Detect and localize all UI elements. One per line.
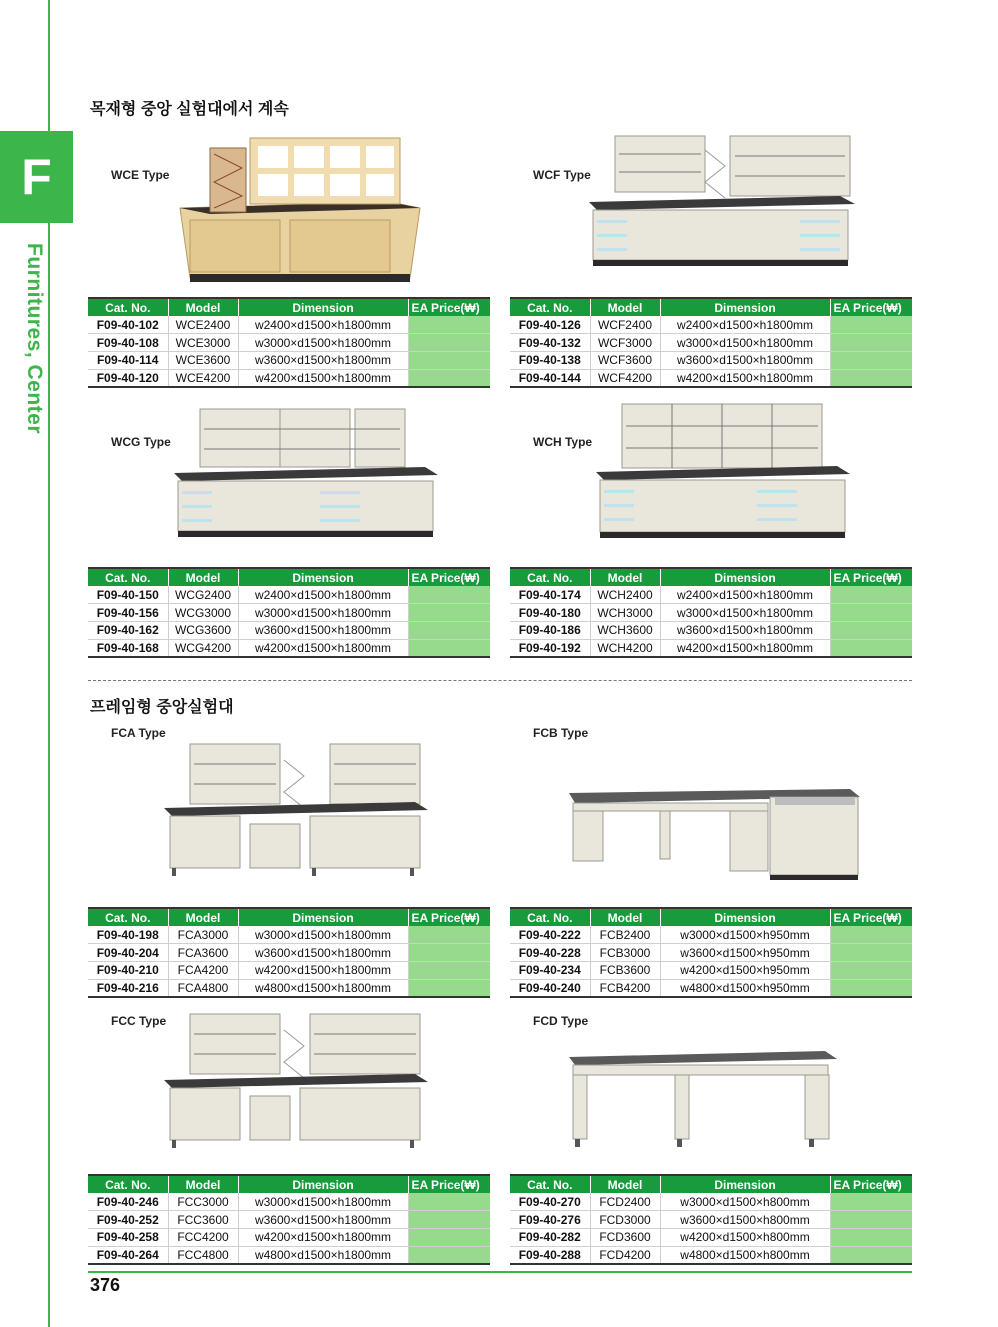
price-cell	[408, 334, 490, 352]
dimension: w3000×d1500×h1800mm	[238, 604, 408, 622]
type-label-fca: FCA Type	[111, 726, 166, 740]
cat-no: F09-40-150	[88, 586, 168, 604]
dimension: w4200×d1500×h1800mm	[660, 639, 830, 657]
spec-table-fcd	[510, 1174, 912, 1265]
model: WCF3000	[590, 334, 660, 352]
header-dimension: Dimension	[238, 908, 408, 926]
model: FCB3000	[590, 944, 660, 962]
price-cell	[408, 586, 490, 604]
cat-no: F09-40-114	[88, 352, 168, 370]
cat-no: F09-40-168	[88, 639, 168, 657]
cat-no: F09-40-174	[510, 586, 590, 604]
price-cell	[830, 1193, 912, 1211]
header-model: Model	[168, 908, 238, 926]
spec-table-wce	[88, 297, 490, 388]
dimension: w3600×d1500×h1800mm	[238, 1211, 408, 1229]
model: WCH3000	[590, 604, 660, 622]
dimension: w3000×d1500×h1800mm	[238, 1193, 408, 1211]
cat-no: F09-40-180	[510, 604, 590, 622]
model: WCF2400	[590, 316, 660, 334]
cat-no: F09-40-108	[88, 334, 168, 352]
header-model: Model	[590, 908, 660, 926]
price-cell	[830, 944, 912, 962]
cat-no: F09-40-282	[510, 1229, 590, 1247]
cat-no: F09-40-246	[88, 1193, 168, 1211]
table-row	[88, 1246, 490, 1264]
table-row	[510, 639, 912, 657]
table-row	[510, 926, 912, 944]
model: FCD3000	[590, 1211, 660, 1229]
model: FCB3600	[590, 962, 660, 980]
dimension: w3600×d1500×h1800mm	[238, 944, 408, 962]
table-row	[88, 1211, 490, 1229]
header-price: EA Price(₩)	[830, 1175, 912, 1193]
price-cell	[830, 962, 912, 980]
type-label-fcb: FCB Type	[533, 726, 589, 740]
cat-no: F09-40-216	[88, 979, 168, 997]
table-row	[510, 1229, 912, 1247]
cat-no: F09-40-156	[88, 604, 168, 622]
header-cat-no: Cat. No.	[88, 298, 168, 316]
price-cell	[408, 352, 490, 370]
cat-no: F09-40-252	[88, 1211, 168, 1229]
header-cat-no: Cat. No.	[88, 1175, 168, 1193]
header-price: EA Price(₩)	[830, 908, 912, 926]
dimension: w3600×d1500×h1800mm	[660, 622, 830, 640]
table-row	[510, 369, 912, 387]
price-cell	[830, 369, 912, 387]
price-cell	[408, 604, 490, 622]
price-cell	[830, 926, 912, 944]
cat-no: F09-40-198	[88, 926, 168, 944]
table-row	[88, 334, 490, 352]
table-row	[88, 586, 490, 604]
price-cell	[408, 622, 490, 640]
dimension: w3600×d1500×h1800mm	[238, 622, 408, 640]
dimension: w3000×d1500×h800mm	[660, 1193, 830, 1211]
model: WCH3600	[590, 622, 660, 640]
price-cell	[830, 334, 912, 352]
header-cat-no: Cat. No.	[88, 908, 168, 926]
dimension: w4800×d1500×h1800mm	[238, 1246, 408, 1264]
cat-no: F09-40-234	[510, 962, 590, 980]
model: WCH2400	[590, 586, 660, 604]
type-label-wcf: WCF Type	[533, 168, 591, 182]
header-model: Model	[590, 298, 660, 316]
price-cell	[830, 622, 912, 640]
type-label-wch: WCH Type	[533, 435, 593, 449]
header-dimension: Dimension	[238, 568, 408, 586]
dimension: w3600×d1500×h800mm	[660, 1211, 830, 1229]
table-row	[510, 1246, 912, 1264]
table-row	[88, 1229, 490, 1247]
table-row	[88, 962, 490, 980]
dimension: w2400×d1500×h1800mm	[238, 316, 408, 334]
header-dimension: Dimension	[660, 298, 830, 316]
price-cell	[408, 639, 490, 657]
model: WCE3000	[168, 334, 238, 352]
model: FCA4200	[168, 962, 238, 980]
price-cell	[408, 944, 490, 962]
table-row	[88, 1193, 490, 1211]
spec-table-wcg	[88, 567, 490, 658]
cat-no: F09-40-144	[510, 369, 590, 387]
dimension: w2400×d1500×h1800mm	[660, 586, 830, 604]
header-model: Model	[168, 298, 238, 316]
price-cell	[408, 1211, 490, 1229]
header-model: Model	[168, 568, 238, 586]
category-letter: F	[21, 149, 52, 205]
product-photo-fcc	[160, 1010, 435, 1160]
header-dimension: Dimension	[660, 908, 830, 926]
header-model: Model	[168, 1175, 238, 1193]
table-row	[510, 979, 912, 997]
cat-no: F09-40-222	[510, 926, 590, 944]
cat-no: F09-40-132	[510, 334, 590, 352]
header-dimension: Dimension	[238, 1175, 408, 1193]
price-cell	[408, 1246, 490, 1264]
cat-no: F09-40-126	[510, 316, 590, 334]
spec-table-fcc	[88, 1174, 490, 1265]
spec-table-wch	[510, 567, 912, 658]
dimension: w4200×d1500×h1800mm	[238, 962, 408, 980]
model: WCH4200	[590, 639, 660, 657]
product-photo-wch	[592, 400, 852, 560]
dimension: w4800×d1500×h800mm	[660, 1246, 830, 1264]
price-cell	[408, 962, 490, 980]
price-cell	[830, 639, 912, 657]
product-photo-wcf	[585, 130, 860, 280]
table-row	[510, 962, 912, 980]
type-label-fcc: FCC Type	[111, 1014, 167, 1028]
cat-no: F09-40-120	[88, 369, 168, 387]
dimension: w4800×d1500×h950mm	[660, 979, 830, 997]
product-photo-fcb	[565, 775, 865, 885]
model: FCD4200	[590, 1246, 660, 1264]
category-vertical-label: Furnitures, Center	[23, 243, 46, 435]
model: WCG2400	[168, 586, 238, 604]
dimension: w4200×d1500×h1800mm	[238, 639, 408, 657]
price-cell	[408, 1193, 490, 1211]
header-model: Model	[590, 568, 660, 586]
price-cell	[830, 352, 912, 370]
cat-no: F09-40-162	[88, 622, 168, 640]
table-row	[88, 316, 490, 334]
header-dimension: Dimension	[238, 298, 408, 316]
dimension: w3000×d1500×h950mm	[660, 926, 830, 944]
table-row	[88, 979, 490, 997]
header-dimension: Dimension	[660, 1175, 830, 1193]
spec-table-fca	[88, 907, 490, 998]
table-row	[510, 622, 912, 640]
product-photo-fca	[160, 740, 435, 890]
cat-no: F09-40-240	[510, 979, 590, 997]
model: WCG4200	[168, 639, 238, 657]
model: WCG3000	[168, 604, 238, 622]
type-label-wcg: WCG Type	[111, 435, 171, 449]
model: FCC4800	[168, 1246, 238, 1264]
header-price: EA Price(₩)	[408, 298, 490, 316]
model: FCA4800	[168, 979, 238, 997]
dimension: w4200×d1500×h800mm	[660, 1229, 830, 1247]
table-row	[510, 586, 912, 604]
price-cell	[830, 1229, 912, 1247]
dimension: w3000×d1500×h1800mm	[238, 334, 408, 352]
header-cat-no: Cat. No.	[88, 568, 168, 586]
price-cell	[830, 604, 912, 622]
table-row	[88, 604, 490, 622]
type-label-wce: WCE Type	[111, 168, 170, 182]
price-cell	[830, 1246, 912, 1264]
cat-no: F09-40-210	[88, 962, 168, 980]
dimension: w3000×d1500×h1800mm	[660, 334, 830, 352]
model: FCA3000	[168, 926, 238, 944]
cat-no: F09-40-102	[88, 316, 168, 334]
header-price: EA Price(₩)	[408, 908, 490, 926]
dimension: w3600×d1500×h1800mm	[238, 352, 408, 370]
category-tab	[0, 131, 73, 223]
table-row	[88, 944, 490, 962]
spec-table-wcf	[510, 297, 912, 388]
section-title-wooden: 목재형 중앙 실험대에서 계속	[90, 101, 289, 118]
model: FCC3600	[168, 1211, 238, 1229]
page-number: 376	[90, 1275, 121, 1295]
header-cat-no: Cat. No.	[510, 908, 590, 926]
dimension: w3600×d1500×h950mm	[660, 944, 830, 962]
cat-no: F09-40-270	[510, 1193, 590, 1211]
model: FCB4200	[590, 979, 660, 997]
footer-line	[88, 1271, 912, 1273]
cat-no: F09-40-258	[88, 1229, 168, 1247]
table-row	[510, 352, 912, 370]
header-cat-no: Cat. No.	[510, 568, 590, 586]
cat-no: F09-40-192	[510, 639, 590, 657]
model: WCE4200	[168, 369, 238, 387]
type-label-fcd: FCD Type	[533, 1014, 589, 1028]
model: FCA3600	[168, 944, 238, 962]
model: WCE2400	[168, 316, 238, 334]
header-price: EA Price(₩)	[830, 568, 912, 586]
price-cell	[408, 926, 490, 944]
header-cat-no: Cat. No.	[510, 1175, 590, 1193]
spec-table-fcb	[510, 907, 912, 998]
cat-no: F09-40-186	[510, 622, 590, 640]
dimension: w4200×d1500×h950mm	[660, 962, 830, 980]
model: FCD3600	[590, 1229, 660, 1247]
dimension: w4200×d1500×h1800mm	[238, 1229, 408, 1247]
table-row	[88, 639, 490, 657]
header-model: Model	[590, 1175, 660, 1193]
price-cell	[408, 316, 490, 334]
section-title-frame: 프레임형 중앙실험대	[90, 699, 234, 716]
dimension: w3000×d1500×h1800mm	[660, 604, 830, 622]
price-cell	[830, 586, 912, 604]
model: WCF3600	[590, 352, 660, 370]
dimension: w2400×d1500×h1800mm	[660, 316, 830, 334]
header-dimension: Dimension	[660, 568, 830, 586]
table-row	[510, 944, 912, 962]
table-row	[510, 1193, 912, 1211]
table-row	[510, 604, 912, 622]
table-row	[88, 369, 490, 387]
cat-no: F09-40-228	[510, 944, 590, 962]
dimension: w4200×d1500×h1800mm	[238, 369, 408, 387]
header-price: EA Price(₩)	[408, 1175, 490, 1193]
product-photo-wce	[170, 128, 430, 288]
section-divider	[88, 680, 912, 681]
cat-no: F09-40-204	[88, 944, 168, 962]
price-cell	[830, 1211, 912, 1229]
model: FCC4200	[168, 1229, 238, 1247]
price-cell	[408, 369, 490, 387]
dimension: w3600×d1500×h1800mm	[660, 352, 830, 370]
table-row	[510, 1211, 912, 1229]
model: WCG3600	[168, 622, 238, 640]
model: FCB2400	[590, 926, 660, 944]
header-cat-no: Cat. No.	[510, 298, 590, 316]
model: FCC3000	[168, 1193, 238, 1211]
table-row	[510, 316, 912, 334]
dimension: w2400×d1500×h1800mm	[238, 586, 408, 604]
cat-no: F09-40-138	[510, 352, 590, 370]
dimension: w4800×d1500×h1800mm	[238, 979, 408, 997]
header-price: EA Price(₩)	[408, 568, 490, 586]
header-price: EA Price(₩)	[830, 298, 912, 316]
price-cell	[408, 979, 490, 997]
model: WCE3600	[168, 352, 238, 370]
cat-no: F09-40-288	[510, 1246, 590, 1264]
product-photo-fcd	[565, 1045, 845, 1155]
table-row	[88, 926, 490, 944]
price-cell	[408, 1229, 490, 1247]
model: WCF4200	[590, 369, 660, 387]
price-cell	[830, 979, 912, 997]
cat-no: F09-40-264	[88, 1246, 168, 1264]
cat-no: F09-40-276	[510, 1211, 590, 1229]
dimension: w3000×d1500×h1800mm	[238, 926, 408, 944]
table-row	[510, 334, 912, 352]
dimension: w4200×d1500×h1800mm	[660, 369, 830, 387]
model: FCD2400	[590, 1193, 660, 1211]
product-photo-wcg	[170, 405, 440, 560]
price-cell	[830, 316, 912, 334]
table-row	[88, 352, 490, 370]
table-row	[88, 622, 490, 640]
